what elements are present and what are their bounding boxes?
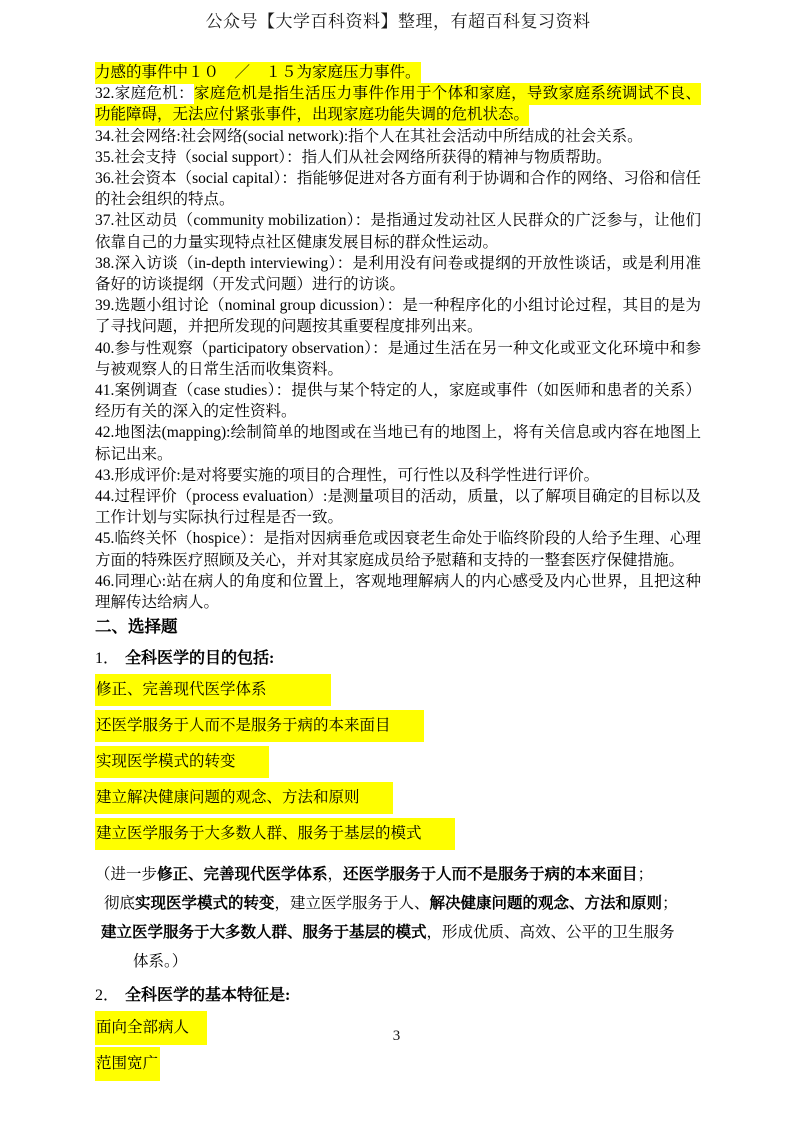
definitions-section <box>95 62 701 613</box>
highlighted-text: 家庭危机是指生活压力事件作用于个体和家庭，导致家庭系统调试不良、功能障碍，无法应付紧张事件，出现家庭功能失调的危机状态。 <box>95 83 701 126</box>
explanation-line: 建立医学服务于大多数人群、服务于基层的模式，形成优质、高效、公平的卫生服务 <box>101 924 675 942</box>
page-number: 3 <box>392 1028 401 1044</box>
definition-item-32 <box>95 83 701 125</box>
section-heading: 二、选择题 <box>95 617 178 637</box>
option-row <box>95 1047 701 1081</box>
explanation-line: （进一步修正、完善现代医学体系，还医学服务于人而不是服务于病的本来面目； <box>95 866 654 884</box>
highlighted-option: 实现医学模式的转变 <box>95 746 269 778</box>
explanation-line: 体系。） <box>133 953 188 971</box>
answer-explanation <box>95 860 701 976</box>
highlighted-option: 建立医学服务于大多数人群、服务于基层的模式 <box>95 818 455 850</box>
question-text: 全科医学的目的包括: <box>125 650 275 668</box>
question-2-title <box>95 984 701 1008</box>
definition-item: 37.社区动员（community mobilization）：是指通过发动社区人民群众的广泛参与，让他们依靠自己的力量实现特点社区健康发展目标的群众性运动。 <box>95 212 701 251</box>
question-number: 2． <box>95 987 120 1005</box>
definition-item: 34.社会网络:社会网络(social network):指个人在其社会活动中所结成的社会关系。 <box>95 127 643 145</box>
option-row <box>95 746 701 778</box>
option-row <box>95 818 701 850</box>
option-row <box>95 782 701 814</box>
option-row <box>95 710 701 742</box>
definition-item: 41.案例调查（case studies）：提供与某个特定的人，家庭或事件（如医师和患者的关系）经历有关的深入的定性资料。 <box>95 382 701 421</box>
definition-item: 42.地图法(mapping):绘制简单的地图或在当地已有的地图上，将有关信息或内容在地图上标记出来。 <box>95 424 701 463</box>
definition-item: 46.同理心:站在病人的角度和位置上，客观地理解病人的内心感受及内心世界，且把这种理解传达给病人。 <box>95 572 701 612</box>
highlighted-text: 力感的事件中１０ ／ １５为家庭压力事件。 <box>95 62 421 84</box>
definition-item: 44.过程评价（process evaluation）:是测量项目的活动，质量，以了解项目确定的目标以及工作计划与实际执行过程是否一致。 <box>95 488 701 527</box>
page-header: 公众号【大学百科资料】整理，有超百科复习资料 <box>205 12 591 31</box>
definition-item: 36.社会资本（social capital）：指能够促进对各方面有利于协调和合作的网络、习俗和信任的社会组织的特点。 <box>95 170 701 209</box>
definition-item: 43.形成评价:是对将要实施的项目的合理性，可行性以及科学性进行评价。 <box>95 466 600 484</box>
question-text: 全科医学的基本特征是: <box>125 987 291 1005</box>
definition-item: 39.选题小组讨论（nominal group dicussion）：是一种程序化的小组讨论过程，其目的是为了寻找问题，并把所发现的问题按其重要程度排列出来。 <box>95 297 701 336</box>
definition-item: 40.参与性观察（participatory observation）：是通过生活在另一种文化或亚文化环境中和参与被观察人的日常生活而收集资料。 <box>95 339 701 378</box>
explanation-line: 彻底实现医学模式的转变，建立医学服务于人、解决健康问题的观念、方法和原则； <box>104 895 678 913</box>
definition-item: 45.临终关怀（hospice）：是指对因病垂危或因衰老生命处于临终阶段的人给予生理、心理方面的特殊医疗照顾及关心，并对其家庭成员给予慰藉和支持的一整套医疗保健措施。 <box>95 530 701 569</box>
option-row <box>95 674 701 706</box>
carryover-line <box>95 62 701 83</box>
highlighted-option: 修正、完善现代医学体系 <box>95 674 331 706</box>
question-number: 1． <box>95 650 120 668</box>
definition-item: 38.深入访谈（in-depth interviewing）：是利用没有问卷或提纲的开放性谈话，或是利用准备好的访谈提纲（开发式问题）进行的访谈。 <box>95 254 701 294</box>
question-1-title <box>95 647 701 671</box>
highlighted-option: 面向全部病人 <box>95 1011 207 1045</box>
definition-item: 35.社会支持（social support）：指人们从社会网络所获得的精神与物质帮助。 <box>95 148 612 166</box>
question-1-options <box>95 674 701 850</box>
highlighted-option: 建立解决健康问题的观念、方法和原则 <box>95 782 393 814</box>
highlighted-option: 还医学服务于人而不是服务于病的本来面目 <box>95 710 424 742</box>
highlighted-option: 范围宽广 <box>95 1047 160 1081</box>
definition-label: 32.家庭危机： <box>95 85 194 103</box>
question-2-options <box>95 1011 701 1081</box>
